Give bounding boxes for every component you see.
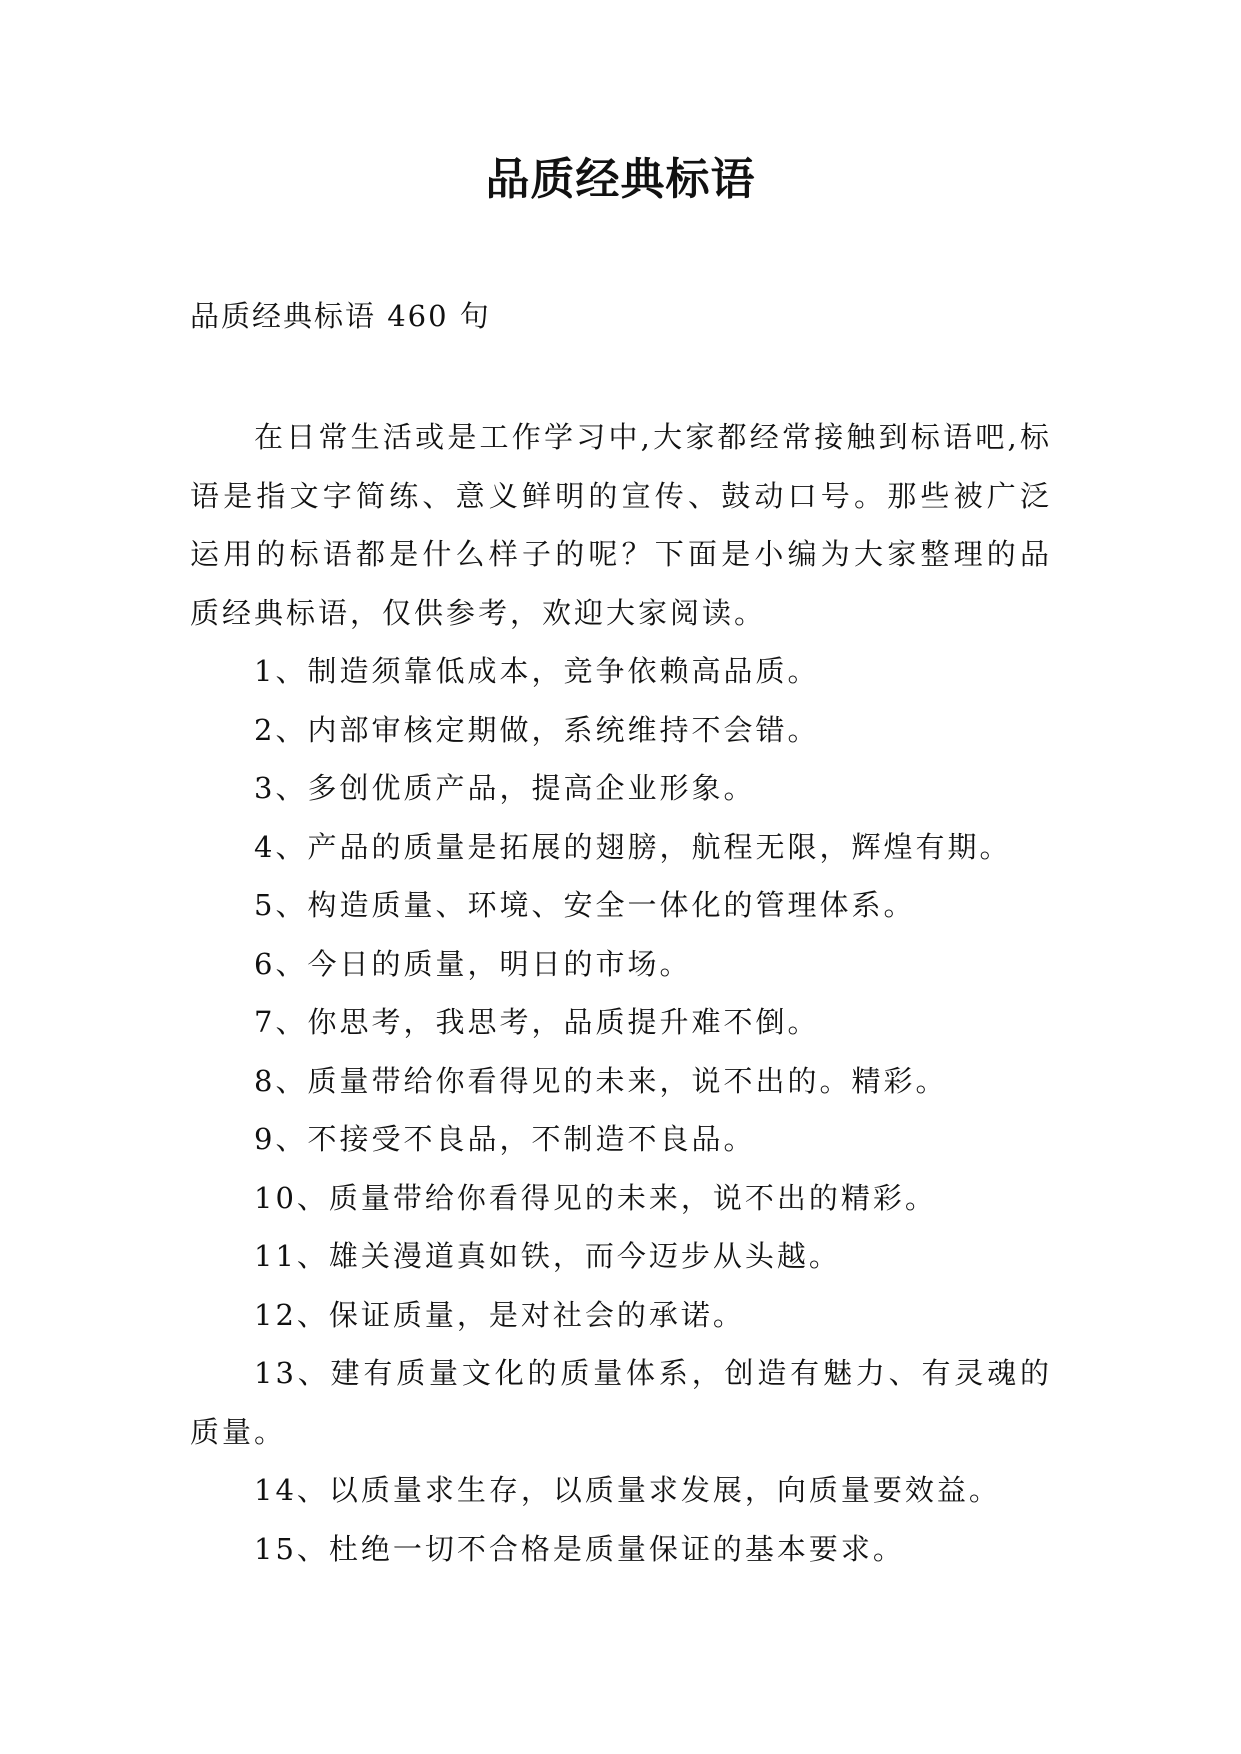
- list-item: 3、多创优质产品，提高企业形象。: [254, 771, 756, 805]
- list-item: 14、以质量求生存，以质量求发展，向质量要效益。: [254, 1473, 1001, 1507]
- list-item: 5、构造质量、环境、安全一体化的管理体系。: [254, 888, 916, 922]
- list-item: 8、质量带给你看得见的未来，说不出的。精彩。: [254, 1063, 948, 1098]
- list-item: 1、制造须靠低成本，竞争依赖高品质。: [254, 654, 820, 688]
- list-item: 7、你思考，我思考，品质提升难不倒。: [254, 1005, 820, 1039]
- list-item: 2、内部审核定期做，系统维持不会错。: [254, 712, 820, 747]
- list-item: 15、杜绝一切不合格是质量保证的基本要求。: [254, 1531, 905, 1566]
- list-item: 13、建有质量文化的质量体系，创造有魅力、有灵魂的质量。: [190, 1356, 1052, 1449]
- document-subtitle: 品质经典标语 460 句: [190, 299, 491, 333]
- list-item: 12、保证质量，是对社会的承诺。: [254, 1297, 745, 1332]
- list-item: 10、质量带给你看得见的未来，说不出的精彩。: [254, 1180, 937, 1215]
- list-item: 6、今日的质量，明日的市场。: [254, 946, 692, 981]
- document-title: 品质经典标语: [485, 154, 756, 205]
- list-item: 4、产品的质量是拓展的翅膀，航程无限，辉煌有期。: [254, 829, 1012, 864]
- list-item: 11、雄关漫道真如铁，而今迈步从头越。: [254, 1239, 841, 1273]
- list-item: 9、不接受不良品，不制造不良品。: [254, 1122, 756, 1156]
- intro-paragraph: 在日常生活或是工作学习中,大家都经常接触到标语吧,标语是指文字简练、意义鲜明的宣传、鼓动口号。那些被广泛运用的标语都是什么样子的呢？下面是小编为大家整理的品质经典标语，仅供参考，欢迎大家阅读。: [190, 420, 1052, 630]
- document-body: [190, 408, 1052, 1578]
